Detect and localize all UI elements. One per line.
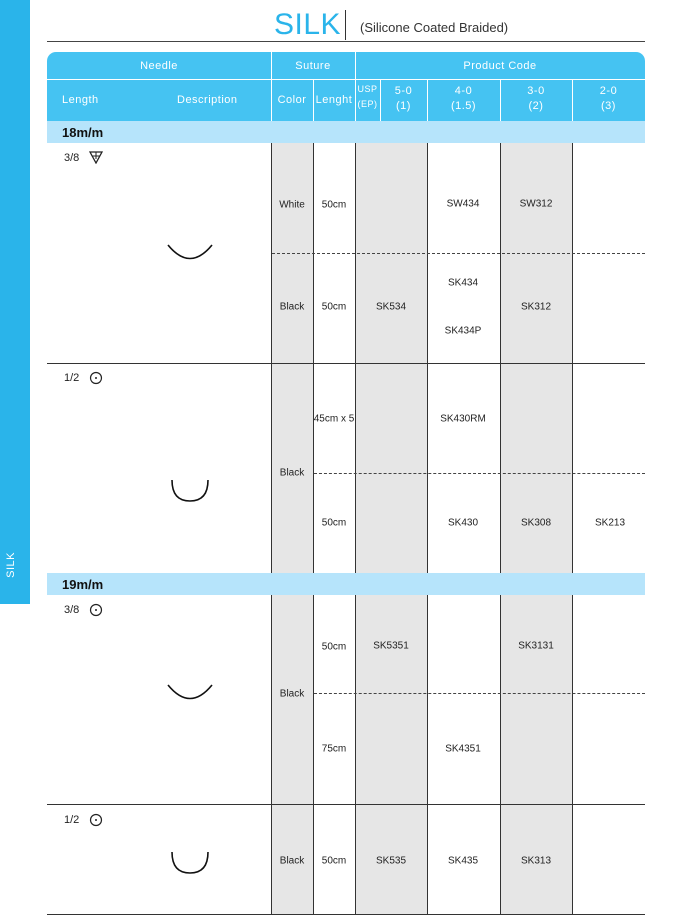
needle-curve-icon	[166, 242, 214, 264]
header-size-ep: (1)	[396, 100, 411, 112]
round-body-circle-icon	[89, 813, 103, 827]
round-body-circle-icon	[89, 371, 103, 385]
product-code: SK535	[375, 855, 407, 867]
product-code: SK434P	[444, 325, 482, 337]
needle-curvature: 3/8	[64, 152, 80, 164]
header-lenght: Lenght	[315, 94, 353, 106]
grid-line	[572, 595, 573, 915]
header-length: Length	[62, 94, 99, 106]
grid-line	[355, 143, 356, 573]
needle-curve-icon	[170, 478, 210, 504]
title-rule	[47, 41, 645, 42]
header-usp: USP	[357, 84, 378, 94]
reverse-cutting-triangle-icon	[89, 151, 103, 164]
product-code: SK430	[447, 517, 479, 529]
dashed-divider	[314, 693, 645, 694]
needle-curvature: 3/8	[64, 604, 80, 616]
product-code: SK313	[520, 855, 552, 867]
suture-color: Black	[279, 855, 305, 867]
grid-line	[313, 143, 314, 573]
header-size-usp: 4-0	[454, 85, 473, 97]
product-code: SK534	[375, 301, 407, 313]
header-suture: Suture	[295, 60, 331, 72]
header-size-usp: 5-0	[394, 85, 413, 97]
header-ep: (EP)	[357, 99, 378, 109]
product-code: SK430RM	[440, 413, 486, 425]
header-size-usp: 3-0	[527, 85, 545, 97]
suture-color: White	[279, 199, 305, 211]
suture-color: Black	[279, 688, 305, 700]
header-color: Color	[277, 94, 307, 106]
grid-line	[355, 595, 356, 915]
suture-length: 50cm	[321, 855, 347, 867]
product-code: SK435	[447, 855, 479, 867]
product-code: SW434	[446, 198, 480, 210]
side-tab-label: SILK	[5, 552, 17, 578]
header-product-code: Product Code	[463, 60, 537, 72]
title-divider	[345, 10, 346, 40]
grid-line	[572, 143, 573, 573]
suture-length: 50cm	[321, 641, 347, 653]
side-tab	[0, 0, 30, 604]
page-subtitle: (Silicone Coated Braided)	[360, 20, 509, 35]
grid-line	[313, 595, 314, 915]
section-header	[47, 573, 645, 595]
section-label: 18m/m	[62, 125, 104, 140]
dashed-divider	[272, 253, 645, 254]
product-code: SK3131	[518, 640, 554, 652]
grid-line	[500, 143, 501, 573]
header-size-usp: 2-0	[599, 85, 618, 97]
needle-curve-icon	[170, 850, 210, 876]
suture-length: 50cm	[321, 517, 347, 529]
product-code: SK312	[520, 301, 552, 313]
needle-curve-icon	[166, 682, 214, 704]
round-body-circle-icon	[89, 603, 103, 617]
product-code: SW312	[519, 198, 553, 210]
header-size-ep: (2)	[528, 100, 544, 112]
header-description: Description	[177, 94, 238, 106]
suture-length: 50cm	[321, 301, 347, 313]
suture-color: Black	[279, 301, 305, 313]
dashed-divider	[314, 473, 645, 474]
grid-line	[427, 595, 428, 915]
suture-length: 45cm x 5	[313, 413, 355, 425]
suture-length: 50cm	[321, 199, 347, 211]
grid-line	[427, 143, 428, 573]
shaded-column	[272, 595, 314, 915]
row-divider	[47, 363, 645, 364]
suture-color: Black	[279, 467, 305, 479]
suture-length: 75cm	[321, 743, 347, 755]
header-size-ep: (3)	[601, 100, 616, 112]
header-needle: Needle	[140, 60, 178, 72]
grid-line	[271, 595, 272, 915]
product-code: SK213	[594, 517, 626, 529]
product-code: SK4351	[445, 743, 481, 755]
table-bottom	[47, 914, 645, 915]
section-label: 19m/m	[62, 577, 104, 592]
grid-line	[271, 143, 272, 573]
row-divider	[47, 804, 645, 805]
section-header	[47, 121, 645, 143]
product-code: SK308	[520, 517, 552, 529]
grid-line	[500, 595, 501, 915]
needle-curvature: 1/2	[64, 814, 80, 826]
header-size-ep: (1.5)	[450, 100, 477, 112]
page-title: SILK	[274, 8, 342, 41]
header-divider	[47, 79, 645, 80]
needle-curvature: 1/2	[64, 372, 80, 384]
product-code: SK5351	[373, 640, 409, 652]
table-header	[47, 52, 645, 121]
product-code: SK434	[447, 277, 479, 289]
shaded-column	[355, 143, 428, 573]
